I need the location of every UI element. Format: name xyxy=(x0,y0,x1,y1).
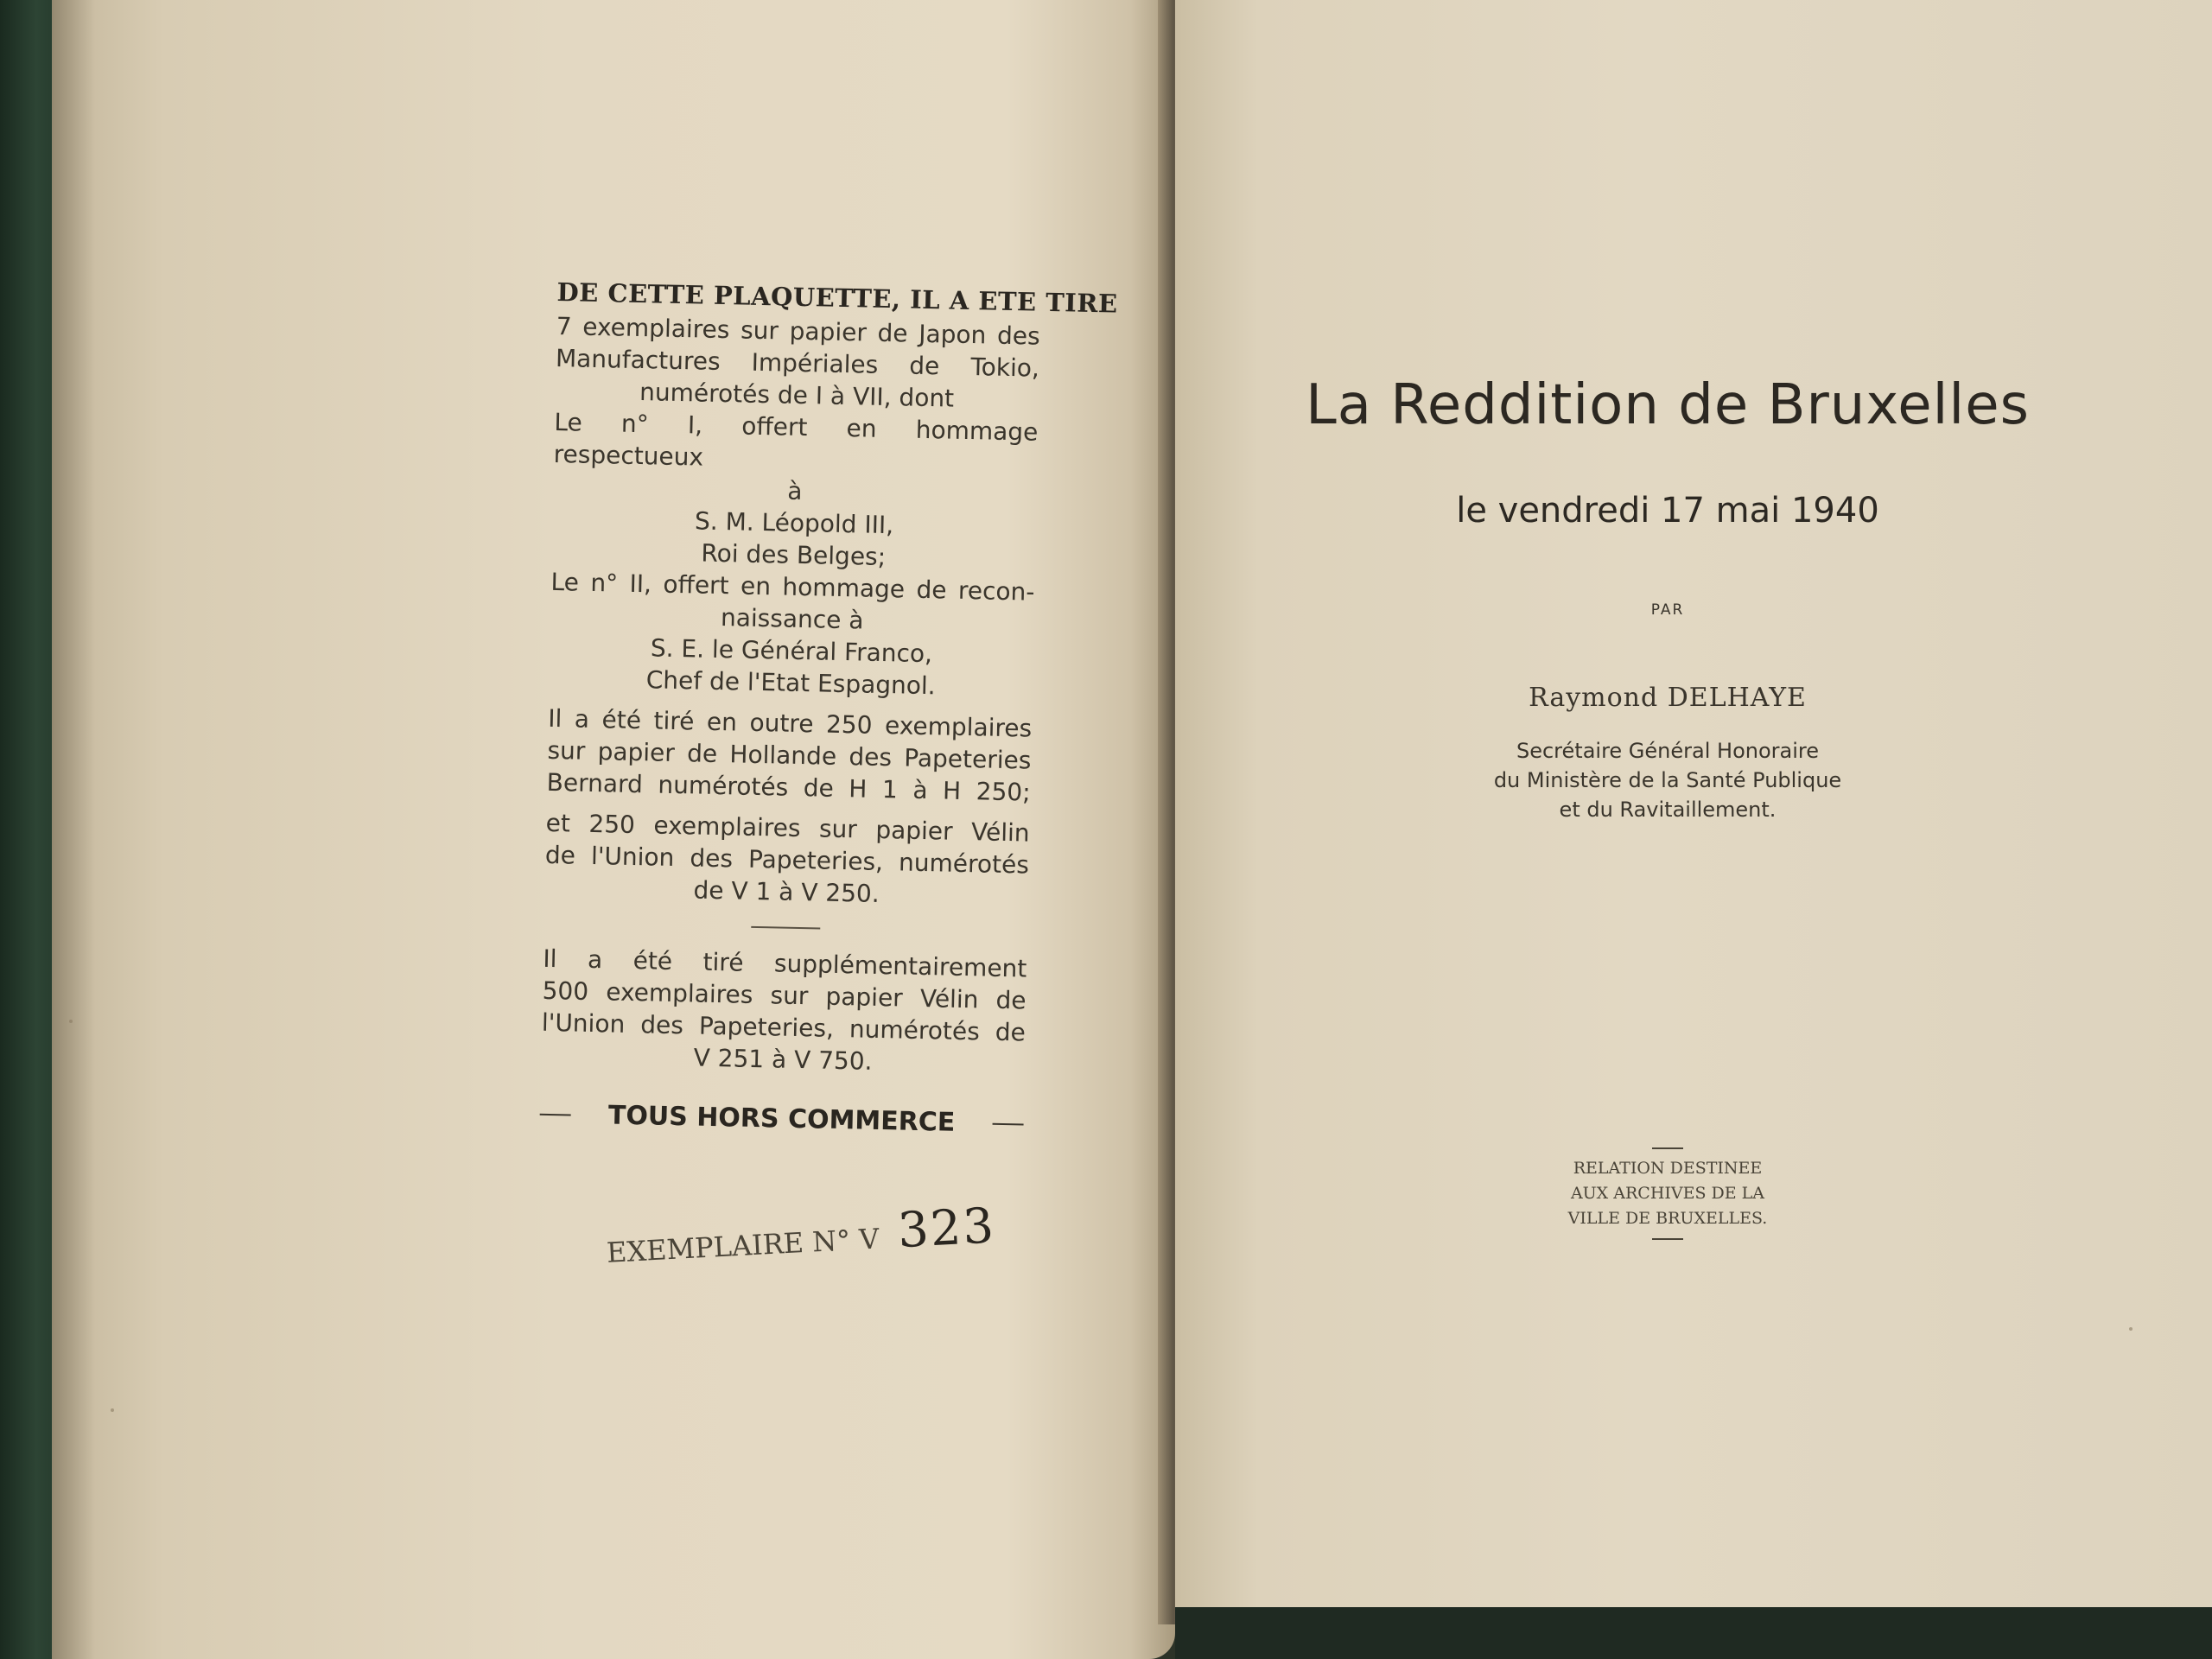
relation-rule-top xyxy=(1652,1147,1683,1149)
relation-line: AUX ARCHIVES DE LA xyxy=(1570,1184,1765,1203)
colophon-line: Manufactures Impériales de Tokio, xyxy=(555,343,1040,383)
colophon-line: Bernard numérotés de H 1 à H 250; xyxy=(546,767,1031,807)
colophon-line: et 250 exemplaires sur papier Vélin xyxy=(545,808,1030,848)
exemplaire-label: EXEMPLAIRE N° V xyxy=(606,1222,880,1269)
dash-left xyxy=(540,1113,571,1116)
colophon-line: Il a été tiré supplémentairement xyxy=(543,944,1027,983)
author-title-line: et du Ravitaillement. xyxy=(1559,798,1777,822)
colophon-line: Le n° II, offert en hommage de recon- xyxy=(550,567,1035,607)
book-title: La Reddition de Bruxelles xyxy=(1306,373,2030,437)
colophon-line: V 251 à V 750. xyxy=(693,1043,873,1076)
relation-note xyxy=(1538,1141,1797,1247)
left-page-shadow xyxy=(52,0,95,1659)
colophon-line: de V 1 à V 250. xyxy=(693,875,880,908)
paper-speck xyxy=(69,1020,73,1023)
colophon-line: Le n° I, offert en hommage respectueux xyxy=(553,407,1039,472)
author-title xyxy=(1365,736,1970,824)
colophon-block xyxy=(539,276,1118,1141)
colophon-divider xyxy=(751,926,820,930)
colophon-line: 7 exemplaires sur papier de Japon des xyxy=(556,311,1041,351)
colophon-line: naissance à xyxy=(720,603,864,635)
right-page-bottom-edge xyxy=(1175,1607,2212,1659)
author-name: Raymond DELHAYE xyxy=(1529,683,1807,713)
colophon-line: l'Union des Papeteries, numérotés de xyxy=(541,1007,1027,1047)
author-title-line: Secrétaire Général Honoraire xyxy=(1516,739,1819,763)
colophon-heading: DE CETTE PLAQUETTE, IL A ETE TIRE xyxy=(556,276,1118,319)
book-subtitle: le vendredi 17 mai 1940 xyxy=(1456,491,1879,531)
colophon-line: 500 exemplaires sur papier Vélin de xyxy=(542,976,1027,1015)
relation-line: VILLE DE BRUXELLES. xyxy=(1567,1209,1768,1228)
paper-speck xyxy=(2129,1327,2133,1331)
colophon-line: Chef de l'Etat Espagnol. xyxy=(645,665,936,701)
colophon-line: Roi des Belges; xyxy=(701,538,887,572)
par-label: PAR xyxy=(1650,601,1685,619)
colophon-line: de l'Union des Papeteries, numérotés xyxy=(544,840,1030,880)
dash-right xyxy=(993,1122,1024,1125)
colophon-line: S. M. Léopold III, xyxy=(694,506,894,540)
exemplaire-number: 323 xyxy=(896,1198,997,1260)
relation-line: RELATION DESTINEE xyxy=(1573,1159,1763,1178)
relation-rule-bottom xyxy=(1652,1238,1683,1240)
author-title-line: du Ministère de la Santé Publique xyxy=(1493,768,1842,792)
colophon-line: numérotés de I à VII, dont xyxy=(639,378,955,413)
colophon-line: sur papier de Hollande des Papeteries xyxy=(547,735,1032,775)
colophon-line: à xyxy=(786,476,803,505)
colophon-line: Il a été tiré en outre 250 exemplaires xyxy=(547,703,1033,743)
paper-speck xyxy=(111,1408,114,1412)
colophon-line: S. E. le Général Franco, xyxy=(650,633,933,669)
hors-commerce-text: TOUS HORS COMMERCE xyxy=(607,1100,956,1138)
